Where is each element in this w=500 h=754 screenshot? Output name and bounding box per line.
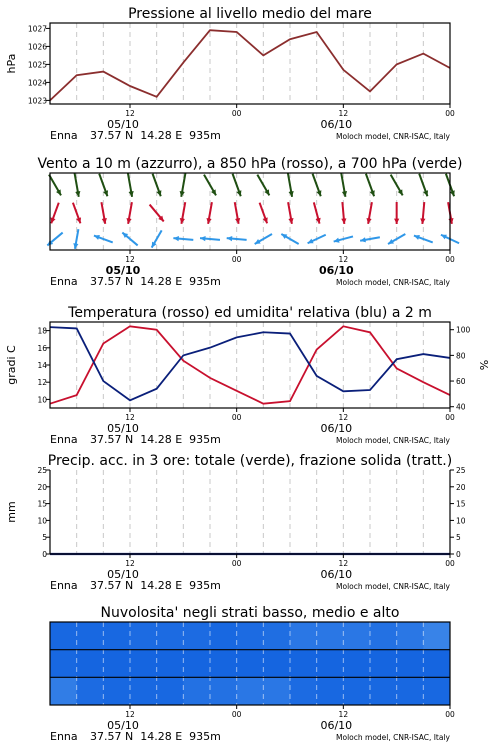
panel-title: Precip. acc. in 3 ore: totale (verde), frazione solida (tratt.) xyxy=(47,453,453,469)
y-right-tick-label: 40 xyxy=(456,402,466,412)
wind-arrow-10m xyxy=(73,229,78,249)
y-tick-label: 1026 xyxy=(27,42,47,52)
cloud-cell-medio xyxy=(370,650,397,678)
wind-arrow-850hpa xyxy=(206,202,211,224)
cloud-cell-medio xyxy=(263,650,290,678)
cloud-cell-basso xyxy=(237,677,264,705)
y-tick-label: 12 xyxy=(37,378,47,388)
cloud-cell-medio xyxy=(237,650,264,678)
cloud-cell-basso xyxy=(343,677,370,705)
cloud-cell-basso xyxy=(397,677,424,705)
y-right-tick-label: 0 xyxy=(456,550,461,559)
x-tick-label: 12 xyxy=(125,413,135,422)
wind-arrow-head xyxy=(420,218,425,224)
y-right-tick-label: 20 xyxy=(456,482,466,492)
x-tick-label: 12 xyxy=(338,255,349,264)
wind-arrow-850hpa xyxy=(288,202,293,224)
location-name: Enna xyxy=(50,275,78,288)
precipitation-chart xyxy=(5,453,466,592)
cloud-cell-basso xyxy=(50,677,77,705)
x-tick-label: 00 xyxy=(231,710,242,719)
wind-arrow-850hpa xyxy=(366,202,371,224)
wind-arrow-700hpa xyxy=(75,173,81,197)
y-tick-label: 5 xyxy=(42,533,47,543)
date-label: 06/10 xyxy=(320,568,353,581)
x-tick-label: 00 xyxy=(231,109,242,118)
y-right-tick-label: 60 xyxy=(456,377,466,387)
pressure-series-line xyxy=(50,30,450,100)
x-tick-label: 00 xyxy=(445,109,455,118)
location-name: Enna xyxy=(50,579,78,592)
y-tick-label: 20 xyxy=(37,482,47,492)
cloud-cell-medio xyxy=(130,650,157,678)
panel-title: Temperatura (rosso) ed umidita' relativa (blu) a 2 m xyxy=(68,305,432,321)
model-credit: Moloch model, CNR-ISAC, Italy xyxy=(336,582,450,591)
y-tick-label: 10 xyxy=(37,395,47,405)
cloud-cell-basso xyxy=(370,677,397,705)
x-tick-label: 12 xyxy=(338,413,349,422)
cloud-cell-alto xyxy=(290,622,317,650)
temperature-series-line xyxy=(50,326,450,403)
cloud-cell-alto xyxy=(77,622,104,650)
cloud-cell-basso xyxy=(77,677,104,705)
wind-arrow-850hpa xyxy=(51,203,59,224)
cloud-cell-basso xyxy=(103,677,130,705)
x-tick-label: 12 xyxy=(125,255,135,264)
date-label: 05/10 xyxy=(105,264,141,277)
wind-arrow-head xyxy=(316,190,321,196)
y-right-tick-label: 100 xyxy=(456,325,471,335)
wind-arrow-850hpa xyxy=(235,202,240,224)
cloud-cell-basso xyxy=(183,677,210,705)
cloud-cell-medio xyxy=(343,650,370,678)
wind-arrow-head xyxy=(173,236,179,241)
cloud-cell-alto xyxy=(210,622,237,650)
cloud-cell-medio xyxy=(183,650,210,678)
x-tick-label: 00 xyxy=(231,559,242,568)
temperature-humidity-chart xyxy=(5,305,491,446)
location-name: Enna xyxy=(50,730,78,743)
location-name: Enna xyxy=(50,129,78,142)
wind-arrow-850hpa xyxy=(394,202,399,224)
location-name: Enna xyxy=(50,433,78,446)
plot-frame xyxy=(50,23,450,104)
y-tick-label: 0 xyxy=(42,550,47,559)
cloud-cell-alto xyxy=(103,622,130,650)
x-tick-label: 12 xyxy=(338,559,349,568)
cloud-cell-basso xyxy=(317,677,344,705)
wind-arrow-850hpa xyxy=(448,202,453,224)
location-coords: 37.57 N 14.28 E 935m xyxy=(90,730,221,743)
wind-arrow-850hpa xyxy=(341,202,346,224)
cloud-cell-alto xyxy=(343,622,370,650)
x-tick-label: 00 xyxy=(445,255,455,264)
y-axis-label: gradi C xyxy=(5,345,18,385)
cloud-cell-alto xyxy=(237,622,264,650)
wind-arrow-head xyxy=(370,190,375,196)
wind-arrow-10m xyxy=(281,234,298,244)
y-tick-label: 15 xyxy=(37,499,47,509)
cloud-cell-alto xyxy=(423,622,450,650)
y-right-tick-label: 25 xyxy=(456,466,466,475)
x-tick-label: 12 xyxy=(338,109,349,118)
panel-title: Vento a 10 m (azzurro), a 850 hPa (rosso), a 700 hPa (verde) xyxy=(37,156,463,172)
y-tick-label: 25 xyxy=(37,466,47,475)
cloud-cell-alto xyxy=(370,622,397,650)
y-tick-label: 1023 xyxy=(27,96,47,106)
wind-arrow-850hpa xyxy=(180,202,185,224)
wind-arrow-head xyxy=(156,190,161,196)
model-credit: Moloch model, CNR-ISAC, Italy xyxy=(336,733,450,742)
wind-arrow-850hpa xyxy=(101,202,106,224)
cloud-cell-alto xyxy=(157,622,184,650)
y-right-axis-label: % xyxy=(478,359,491,371)
cloud-cell-basso xyxy=(130,677,157,705)
y-right-tick-label: 5 xyxy=(456,533,461,543)
date-label: 05/10 xyxy=(107,422,139,435)
x-tick-label: 12 xyxy=(125,559,135,568)
wind-arrow-head xyxy=(200,236,206,241)
cloud-cell-medio xyxy=(423,650,450,678)
x-tick-label: 00 xyxy=(231,413,242,422)
cloud-cell-alto xyxy=(50,622,77,650)
wind-arrow-head xyxy=(236,190,241,196)
model-credit: Moloch model, CNR-ISAC, Italy xyxy=(336,436,450,445)
cloud-cell-medio xyxy=(103,650,130,678)
y-tick-label: 1025 xyxy=(27,60,47,70)
panel-title: Pressione al livello medio del mare xyxy=(128,6,372,22)
wind-chart xyxy=(37,156,462,288)
x-tick-label: 12 xyxy=(125,109,135,118)
cloud-cell-basso xyxy=(157,677,184,705)
x-tick-label: 00 xyxy=(445,559,455,568)
x-tick-label: 00 xyxy=(445,710,455,719)
plot-frame xyxy=(50,173,450,250)
wind-arrow-head xyxy=(414,235,420,240)
y-axis-label: hPa xyxy=(5,53,18,74)
cloud-cell-medio xyxy=(157,650,184,678)
y-right-tick-label: 80 xyxy=(456,351,466,361)
wind-arrow-700hpa xyxy=(180,173,186,197)
wind-arrow-850hpa xyxy=(420,202,425,224)
wind-arrow-700hpa xyxy=(341,173,347,197)
wind-arrow-700hpa xyxy=(128,173,134,197)
cloud-cell-medio xyxy=(317,650,344,678)
cloud-cell-basso xyxy=(290,677,317,705)
cloud-cell-medio xyxy=(210,650,237,678)
wind-arrow-head xyxy=(394,219,399,224)
cloud-cell-alto xyxy=(317,622,344,650)
date-label: 05/10 xyxy=(107,568,139,581)
x-tick-label: 12 xyxy=(338,710,349,719)
wind-arrow-850hpa xyxy=(314,202,321,223)
model-credit: Moloch model, CNR-ISAC, Italy xyxy=(336,132,450,141)
y-tick-label: 14 xyxy=(37,361,47,370)
cloud-cell-alto xyxy=(263,622,290,650)
x-tick-label: 00 xyxy=(445,413,455,422)
cloud-cell-basso xyxy=(263,677,290,705)
cloud-cover-chart xyxy=(50,605,455,743)
y-tick-label: 16 xyxy=(37,343,47,353)
y-tick-label: 1024 xyxy=(27,78,47,88)
wind-arrow-head xyxy=(227,236,233,241)
wind-arrow-10m xyxy=(360,237,380,242)
location-coords: 37.57 N 14.28 E 935m xyxy=(90,433,221,446)
panel-title: Nuvolosita' negli strati basso, medio e alto xyxy=(100,605,400,621)
wind-arrow-10m xyxy=(122,233,137,246)
date-label: 05/10 xyxy=(107,719,139,732)
cloud-cell-alto xyxy=(130,622,157,650)
y-tick-label: 1027 xyxy=(27,24,47,34)
cloud-cell-basso xyxy=(210,677,237,705)
wind-arrow-head xyxy=(94,235,100,240)
wind-arrow-head xyxy=(423,190,428,196)
wind-arrow-700hpa xyxy=(288,173,294,197)
cloud-cell-medio xyxy=(77,650,104,678)
cloud-cell-medio xyxy=(290,650,317,678)
x-tick-label: 00 xyxy=(231,255,242,264)
cloud-cell-basso xyxy=(423,677,450,705)
pressure-chart xyxy=(5,6,455,142)
y-tick-label: 18 xyxy=(37,326,47,336)
x-tick-label: 12 xyxy=(125,710,135,719)
date-label: 06/10 xyxy=(320,719,353,732)
cloud-cell-alto xyxy=(397,622,424,650)
humidity-series-line xyxy=(50,327,450,400)
location-coords: 37.57 N 14.28 E 935m xyxy=(90,275,221,288)
location-coords: 37.57 N 14.28 E 935m xyxy=(90,579,221,592)
date-label: 06/10 xyxy=(320,422,353,435)
y-axis-label: mm xyxy=(5,501,18,523)
wind-arrow-head xyxy=(103,190,108,196)
cloud-cell-medio xyxy=(397,650,424,678)
y-tick-label: 10 xyxy=(37,516,47,526)
y-right-tick-label: 10 xyxy=(456,516,466,526)
wind-arrow-700hpa xyxy=(49,175,61,196)
wind-arrow-850hpa xyxy=(126,202,131,224)
wind-arrow-head xyxy=(341,218,346,224)
wind-arrow-head xyxy=(51,217,56,223)
date-label: 06/10 xyxy=(320,118,353,131)
y-right-tick-label: 15 xyxy=(456,499,466,509)
cloud-cell-medio xyxy=(50,650,77,678)
model-credit: Moloch model, CNR-ISAC, Italy xyxy=(336,278,450,287)
wind-arrow-10m xyxy=(255,234,272,244)
wind-arrow-10m xyxy=(388,234,405,244)
location-coords: 37.57 N 14.28 E 935m xyxy=(90,129,221,142)
date-label: 05/10 xyxy=(107,118,139,131)
date-label: 06/10 xyxy=(319,264,354,277)
cloud-cell-alto xyxy=(183,622,210,650)
